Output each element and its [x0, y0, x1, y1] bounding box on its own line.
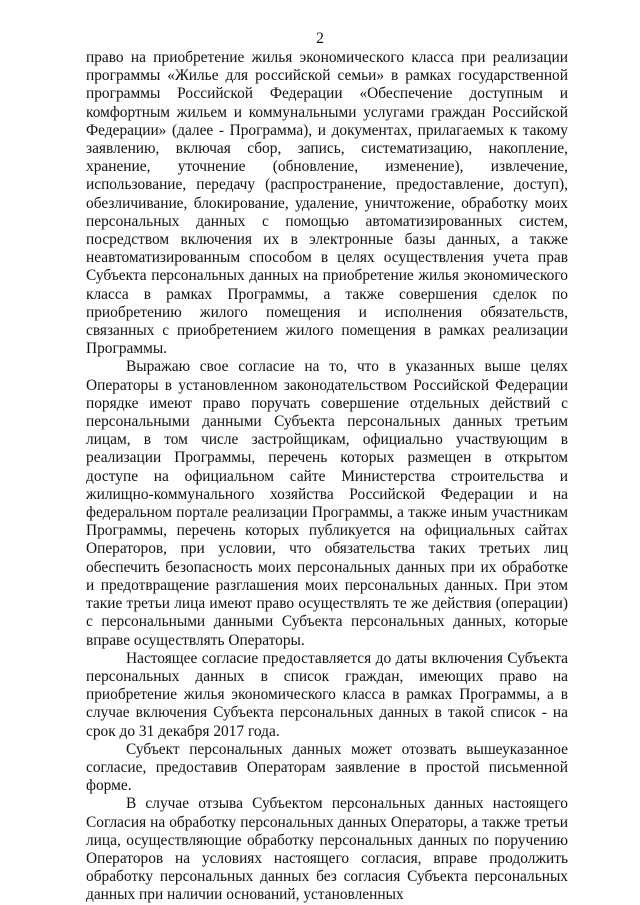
paragraph-consent-revocation: Субъект персональных данных может отозвать вышеуказанное согласие, предоставив Операторам заявление в простой письменной форме. — [86, 740, 568, 795]
paragraph-consent-third-parties: Выражаю свое согласие на то, что в указанных выше целях Операторы в установленном законодательством Российской Федерации порядке имеют право поручать совершение отдельных действий с персональными данными Субъекта персональных данных третьим лицам, в том числе застройщикам, официально участвующим в реализации Программы, перечень которых размещен в открытом доступе на официальном сайте Министерства строительства и жилищно-коммунального хозяйства Российской Федерации и на федеральном портале реализации Программы, а также иным участникам Программы, перечень которых публикуется на официальных сайтах Операторов, при условии, что обязательства таких третьих лиц обеспечить безопасность моих персональных данных при их обработке и предотвращение разглашения моих персональных данных. При этом такие третьи лица имеют право осуществлять те же действия (операции) с персональными данными Субъекта персональных данных, которые вправе осуществлять Операторы. — [86, 358, 568, 649]
paragraph-consent-term: Настоящее согласие предоставляется до даты включения Субъекта персональных данных в список граждан, имеющих право на приобретение жилья экономического класса в рамках Программы, а в случае включения Субъекта персональных данных в такой список - на срок до 31 декабря 2017 года. — [86, 649, 568, 740]
paragraph-continuation: право на приобретение жилья экономического класса при реализации программы «Жилье для российской семьи» в рамках государственной программы Российской Федерации «Обеспечение доступным и комфортным жильем и коммунальными услугами граждан Российской Федерации» (далее - Программа), и документах, прилагаемых к такому заявлению, включая сбор, запись, систематизацию, накопление, хранение, уточнение (обновление, изменение), извлечение, использование, передачу (распространение, предоставление, доступ), обезличивание, блокирование, удаление, уничтожение, обработку моих персональных данных с помощью автоматизированных систем, посредством включения их в электронные базы данных, а также неавтоматизированным способом в целях осуществления учета прав Субъекта персональных данных на приобретение жилья экономического класса в рамках Программы, а также совершения сделок по приобретению жилого помещения и исполнения обязательств, связанных с приобретением жилого помещения в рамках реализации Программы. — [86, 49, 568, 358]
document-body — [86, 49, 568, 905]
paragraph-revocation-consequences: В случае отзыва Субъектом персональных данных настоящего Согласия на обработку персональных данных Операторы, а также третьи лица, осуществляющие обработку персональных данных по поручению Операторов на условиях настоящего согласия, вправе продолжить обработку персональных данных без согласия Субъекта персональных данных при наличии оснований, установленных — [86, 795, 568, 904]
page-number: 2 — [316, 30, 324, 47]
